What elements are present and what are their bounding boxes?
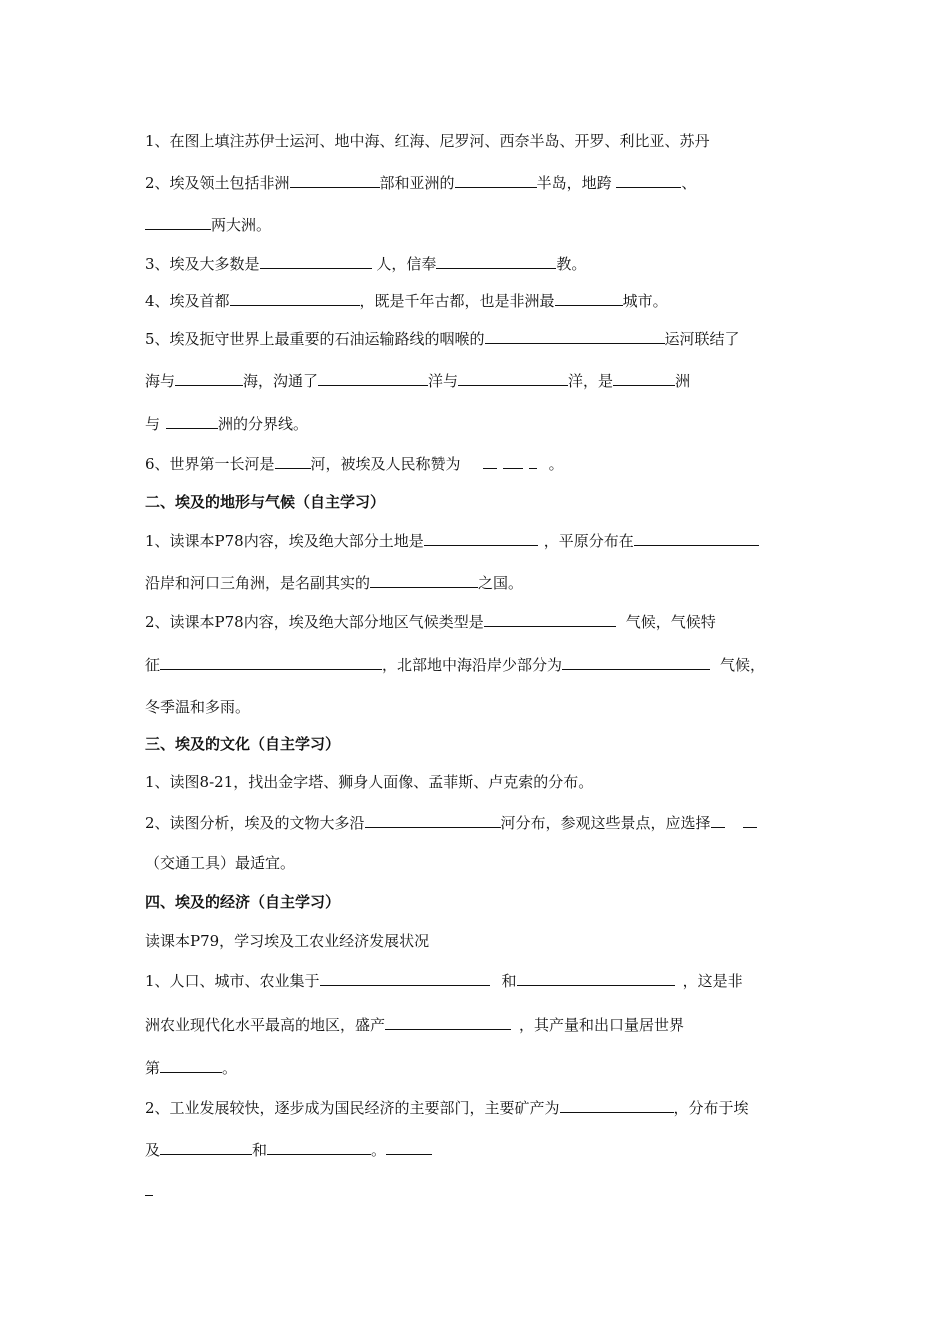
answer-blank[interactable] [160,654,382,670]
question-5-cont2: 与 洲的分界线。 [145,415,309,433]
question-3: 3、埃及大多数是 人，信奉 教。 [145,255,587,273]
question-6: 6、世界第一长河是 河，被埃及人民称赞为 。 [145,455,564,473]
answer-blank[interactable] [458,370,568,386]
answer-blank[interactable] [386,1139,432,1155]
answer-blank[interactable] [484,611,616,627]
answer-blank[interactable] [485,328,665,344]
answer-blank[interactable] [613,370,675,386]
section-2-question-2: 2、读课本P78内容，埃及绝大部分地区气候类型是 气候，气候特 [145,613,716,631]
answer-blank[interactable] [503,453,523,469]
section-2-question-1: 1、读课本P78内容，埃及绝大部分土地是 ，平原分布在 [145,530,759,551]
question-1: 1、在图上填注苏伊士运河、地中海、红海、尼罗河、西奈半岛、开罗、利比亚、苏丹 [145,132,710,150]
answer-blank[interactable] [424,530,538,546]
answer-blank[interactable] [230,290,360,306]
section-3-question-2: 2、读图分析，埃及的文物大多沿 河分布，参观这些景点，应选择 [145,812,757,833]
answer-blank[interactable] [145,214,211,230]
answer-blank[interactable] [483,453,497,469]
answer-blank[interactable] [260,253,372,269]
trailing-blank [145,1180,153,1201]
answer-blank[interactable] [385,1014,511,1030]
answer-blank[interactable] [290,172,380,188]
answer-blank[interactable] [560,1097,674,1113]
answer-blank[interactable] [529,453,537,469]
answer-blank[interactable] [175,370,243,386]
answer-blank[interactable] [562,654,710,670]
answer-blank[interactable] [455,172,537,188]
answer-blank[interactable] [160,1139,252,1155]
section-4-question-2-cont: 及 和 。 [145,1139,432,1160]
section-2-question-2-cont2: 冬季温和多雨。 [145,698,251,716]
question-5-cont: 海与 海，沟通了 洋与 洋，是 洲 [145,372,691,390]
answer-blank[interactable] [166,413,218,429]
question-2-cont: 两大洲。 [145,214,271,235]
answer-blank[interactable] [436,253,556,269]
answer-blank[interactable] [320,970,490,986]
section-4-intro: 读课本P79，学习埃及工农业经济发展状况 [145,932,430,950]
answer-blank[interactable] [370,572,478,588]
answer-blank[interactable] [555,290,623,306]
answer-blank[interactable] [318,370,428,386]
answer-blank[interactable] [743,812,757,828]
section-4-question-1: 1、人口、城市、农业集于 和 ，这是非 [145,972,743,990]
answer-blank[interactable] [145,1180,153,1196]
section-3-heading: 三、埃及的文化（自主学习） [145,735,341,753]
section-3-question-2-cont: （交通工具）最适宜。 [145,854,296,872]
section-4-heading: 四、埃及的经济（自主学习） [145,893,341,911]
answer-blank[interactable] [275,453,311,469]
answer-blank[interactable] [616,172,681,188]
question-2: 2、埃及领土包括非洲 部和亚洲的 半岛，地跨 、 [145,174,697,192]
section-2-question-1-cont: 沿岸和河口三角洲，是名副其实的 之国。 [145,574,524,592]
answer-blank[interactable] [517,970,675,986]
section-2-heading: 二、埃及的地形与气候（自主学习） [145,493,386,511]
answer-blank[interactable] [711,812,725,828]
question-5: 5、埃及扼守世界上最重要的石油运输路线的咽喉的 运河联结了 [145,330,740,348]
section-4-question-2: 2、工业发展较快，逐步成为国民经济的主要部门，主要矿产为 ，分布于埃 [145,1099,749,1117]
answer-blank[interactable] [634,530,759,546]
section-4-question-1-cont2: 第 。 [145,1059,238,1077]
answer-blank[interactable] [365,812,501,828]
question-4: 4、埃及首都 ，既是千年古都，也是非洲最 城市。 [145,292,668,310]
section-4-question-1-cont: 洲农业现代化水平最高的地区，盛产 ，其产量和出口量居世界 [145,1016,685,1034]
answer-blank[interactable] [160,1057,222,1073]
section-3-question-1: 1、读图8-21，找出金字塔、狮身人面像、孟菲斯、卢克索的分布。 [145,773,594,791]
answer-blank[interactable] [267,1139,371,1155]
section-2-question-2-cont: 征 ，北部地中海沿岸少部分为 气候， [145,656,766,674]
